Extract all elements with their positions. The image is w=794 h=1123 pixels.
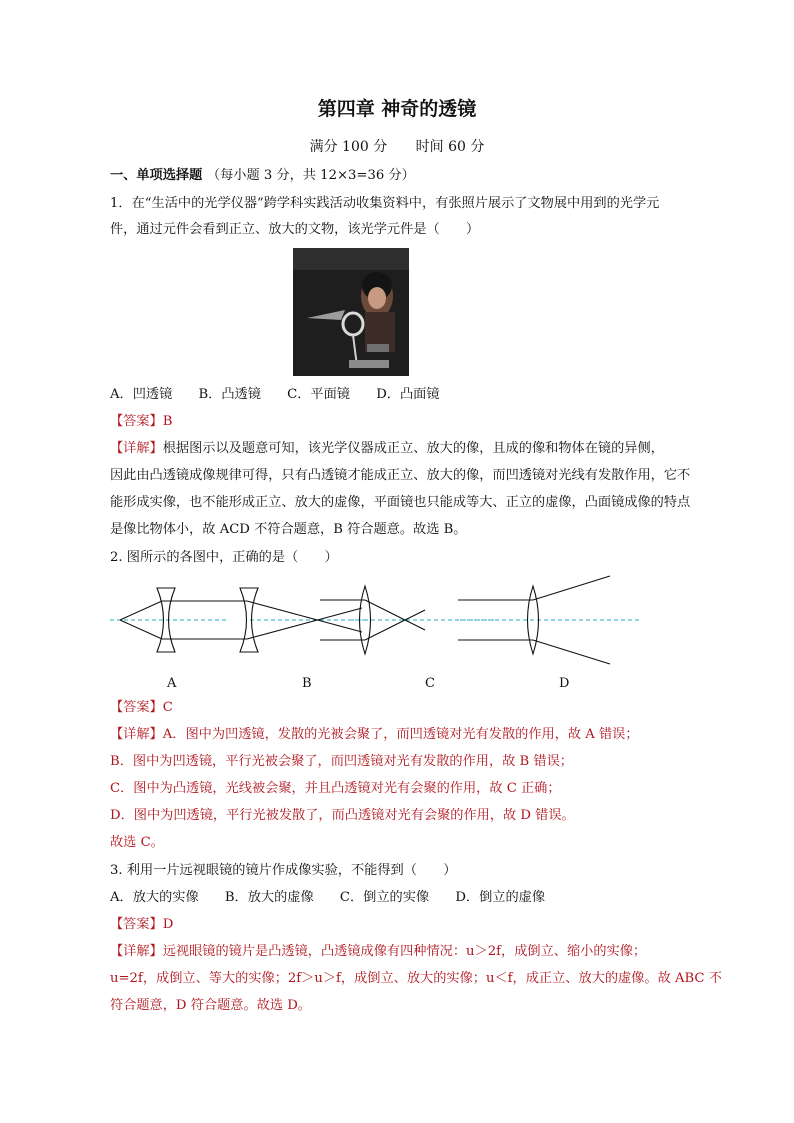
page-title: 第四章 神奇的透镜 xyxy=(317,98,477,120)
q3-option-c[interactable]: C．倒立的实像 xyxy=(339,890,430,905)
q3-detail-tag: 【详解】 xyxy=(110,944,163,959)
photo-illustration xyxy=(293,248,409,376)
time-limit: 时间 60 分 xyxy=(415,139,485,155)
q2-detail-text1: A．图中为凹透镜，发散的光被会聚了，而凹透镜对光有发散的作用，故 A 错误； xyxy=(162,727,639,742)
section-note: （每小题 3 分，共 12×3=36 分） xyxy=(206,168,415,183)
diagram-label-a: A xyxy=(167,676,177,691)
q2-stem: 2. 图所示的各图中，正确的是（ ） xyxy=(110,550,338,565)
q2-detail-line4: D．图中为凹透镜，平行光被发散了，而凸透镜对光有会聚的作用，故 D 错误。 xyxy=(110,808,575,823)
section-title: 一、单项选择题 xyxy=(110,168,203,183)
q1-option-a[interactable]: A．凹透镜 xyxy=(110,387,173,402)
q3-option-b[interactable]: B．放大的虚像 xyxy=(224,890,314,905)
full-score: 满分 100 分 xyxy=(309,139,388,155)
q1-detail-tag: 【详解】 xyxy=(110,441,163,456)
q2-detail-line2: B．图中为凹透镜，平行光被会聚了，而凹透镜对光有发散的作用，故 B 错误； xyxy=(110,754,573,769)
q3-detail-text1: 远视眼镜的镜片是凸透镜，凸透镜成像有四种情况：u＞2f，成倒立、缩小的实像； xyxy=(162,944,647,959)
q3-option-a[interactable]: A．放大的实像 xyxy=(110,890,199,905)
q3-answer-value: D xyxy=(162,917,174,932)
q3-option-d[interactable]: D．倒立的虚像 xyxy=(455,890,546,905)
q1-detail-text1: 根据图示以及题意可知，该光学仪器成正立、放大的像，且成的像和物体在镜的异侧， xyxy=(162,441,664,456)
q3-options xyxy=(110,889,710,907)
q1-stem-line2: 件，通过元件会看到正立、放大的文物，该光学元件是（ ） xyxy=(110,222,480,237)
q1-detail-line2: 因此由凸透镜成像规律可得，只有凸透镜才能成正立、放大的像，而凹透镜对光线有发散作用，它不 xyxy=(110,468,691,483)
q1-detail-line4: 是像比物体小，故 ACD 不符合题意，B 符合题意。故选 B。 xyxy=(110,522,467,537)
q1-options xyxy=(110,386,710,404)
q2-answer xyxy=(110,699,710,717)
q3-detail-line2: u=2f，成倒立、等大的实像；2f＞u＞f，成倒立、放大的实像；u＜f，成正立、放大的虚像。故 ABC 不 xyxy=(110,971,722,986)
q1-answer-tag: 【答案】 xyxy=(110,414,163,429)
diagram-label-c: C xyxy=(425,676,435,691)
q1-option-b[interactable]: B．凸透镜 xyxy=(198,387,261,402)
q1-option-d[interactable]: D．凸面镜 xyxy=(376,387,440,402)
q1-detail-line3: 能形成实像，也不能形成正立、放大的虚像，平面镜也只能成等大、正立的虚像，凸面镜成像的特点 xyxy=(110,495,691,510)
q3-stem: 3. 利用一片远视眼镜的镜片作成像实验，不能得到（ ） xyxy=(110,863,457,878)
q1-detail-line1 xyxy=(110,440,710,458)
q3-detail-line1 xyxy=(110,943,710,961)
q1-stem-line1: 1．在“生活中的光学仪器”跨学科实践活动收集资料中，有张照片展示了文物展中用到的光学元 xyxy=(110,196,660,211)
lens-diagrams xyxy=(100,572,660,692)
lens-ray-figure xyxy=(100,572,660,692)
exam-meta xyxy=(0,136,794,156)
q3-answer-tag: 【答案】 xyxy=(110,917,163,932)
section-heading xyxy=(110,167,710,185)
q2-detail-tag: 【详解】 xyxy=(110,727,163,742)
q2-answer-tag: 【答案】 xyxy=(110,700,163,715)
q3-detail-line3: 符合题意，D 符合题意。故选 D。 xyxy=(110,998,311,1013)
diagram-label-d: D xyxy=(559,676,570,691)
q3-answer xyxy=(110,916,710,934)
q1-option-c[interactable]: C．平面镜 xyxy=(287,387,350,402)
museum-magnifier-photo xyxy=(293,248,409,376)
q2-detail-line3: C．图中为凸透镜，光线被会聚，并且凸透镜对光有会聚的作用，故 C 正确； xyxy=(110,781,561,796)
lens-b xyxy=(240,588,258,652)
q2-detail-line1 xyxy=(110,726,710,744)
q1-answer xyxy=(110,413,710,431)
q2-detail-line5: 故选 C。 xyxy=(110,835,164,850)
q1-answer-value: B xyxy=(162,414,173,429)
diagram-label-b: B xyxy=(302,676,312,691)
q2-answer-value: C xyxy=(162,700,173,715)
